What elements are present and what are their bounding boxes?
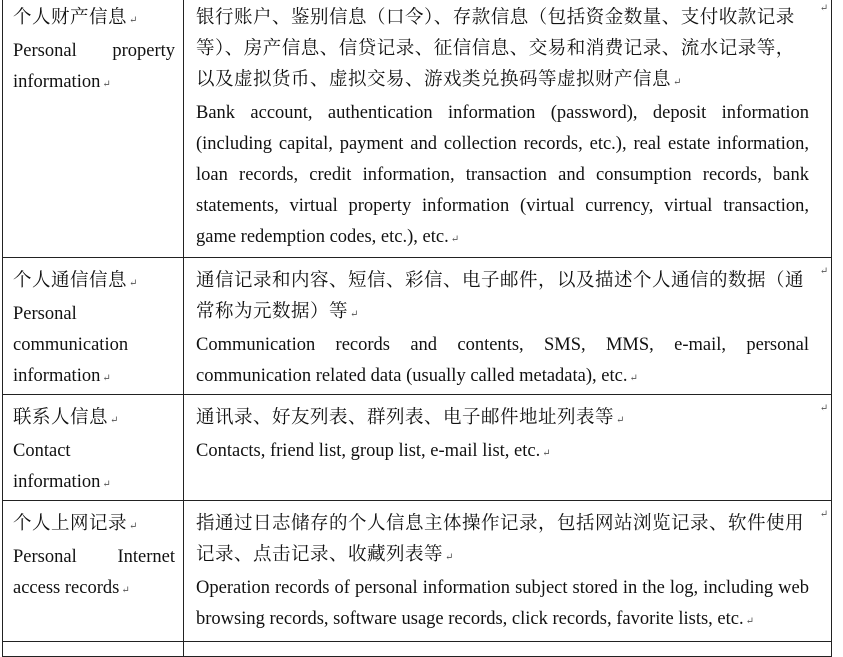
category-cell <box>2 501 184 641</box>
category-name-zh: 联系人信息 <box>13 408 109 428</box>
category-cell <box>2 642 184 656</box>
paragraph-mark-icon: ↵ <box>129 278 138 289</box>
paragraph-mark-icon: ↵ <box>102 479 111 490</box>
table-row <box>2 258 832 395</box>
description-en: Communication records and contents, SMS, MMS, e-mail, personal communication related data (usually called metadata), etc. <box>196 335 809 386</box>
table-row <box>2 0 832 258</box>
paragraph-mark-icon: ↵ <box>616 415 625 426</box>
paragraph-mark-icon: ↵ <box>673 77 682 88</box>
table-row-partial <box>2 642 832 657</box>
description-cell <box>184 642 832 656</box>
description-cell <box>184 258 831 394</box>
row-end-mark-icon: ↵ <box>819 266 829 277</box>
paragraph-mark-icon: ↵ <box>450 234 460 245</box>
category-name-zh: 个人上网记录 <box>13 514 128 534</box>
category-name-zh: 个人通信信息 <box>13 271 128 291</box>
table-row <box>2 395 832 501</box>
row-end-mark-icon: ↵ <box>819 3 829 14</box>
description-en: Bank account, authentication information (password), deposit information (including capital, payment and collection records, etc.), real estate information, loan records, credit information, transaction and consumption records, bank statements, virtual property information (virtual currency, virtual transaction, game redemption codes, etc.), etc. <box>196 103 809 247</box>
category-cell <box>2 395 184 500</box>
paragraph-mark-icon: ↵ <box>629 373 638 384</box>
description-cell <box>184 0 831 257</box>
description-zh: 指通过日志储存的个人信息主体操作记录，包括网站浏览记录、软件使用记录、点击记录、收藏列表等 <box>196 514 805 565</box>
category-name-en: Personal Internet access records <box>13 547 175 598</box>
description-cell <box>184 501 831 641</box>
paragraph-mark-icon: ↵ <box>542 448 551 459</box>
description-zh: 通信记录和内容、短信、彩信、电子邮件，以及描述个人通信的数据（通常称为元数据）等 <box>196 271 805 322</box>
paragraph-mark-icon: ↵ <box>121 585 130 596</box>
category-name-en: Personal communication information <box>13 304 129 386</box>
description-cell <box>184 395 831 500</box>
row-end-mark-icon: ↵ <box>819 509 829 520</box>
info-table <box>2 0 832 657</box>
table-row <box>2 501 832 642</box>
category-name-zh: 个人财产信息 <box>13 8 128 28</box>
paragraph-mark-icon: ↵ <box>102 373 111 384</box>
paragraph-mark-icon: ↵ <box>102 79 111 90</box>
row-end-mark-icon: ↵ <box>819 403 829 414</box>
paragraph-mark-icon: ↵ <box>129 15 138 26</box>
category-name-en: Personal property information <box>13 41 175 92</box>
paragraph-mark-icon: ↵ <box>350 309 359 320</box>
description-en: Contacts, friend list, group list, e-mail list, etc. <box>196 441 541 461</box>
paragraph-mark-icon: ↵ <box>110 415 119 426</box>
paragraph-mark-icon: ↵ <box>129 521 138 532</box>
description-en: Operation records of personal information subject stored in the log, including web browsing records, software usage records, click records, favorite lists, etc. <box>196 578 809 629</box>
paragraph-mark-icon: ↵ <box>745 616 755 627</box>
paragraph-mark-icon: ↵ <box>445 552 454 563</box>
category-name-en: Contact information <box>13 441 101 492</box>
category-cell <box>2 0 184 257</box>
description-zh: 银行账户、鉴别信息（口令）、存款信息（包括资金数量、支付收款记录等）、房产信息、信贷记录、征信信息、交易和消费记录、流水记录等，以及虚拟货币、虚拟交易、游戏类兑换码等虚拟财产信息 <box>196 8 795 90</box>
category-cell <box>2 258 184 394</box>
description-zh: 通讯录、好友列表、群列表、电子邮件地址列表等 <box>196 408 615 428</box>
